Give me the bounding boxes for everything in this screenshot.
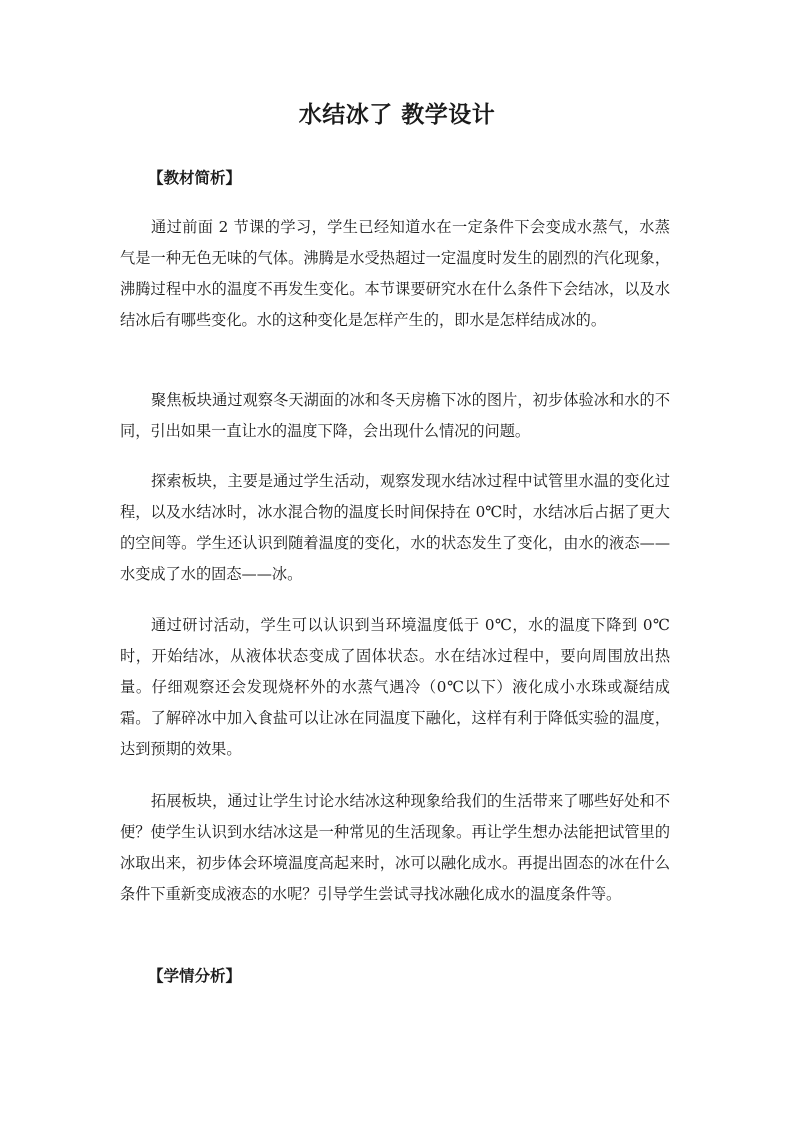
section-heading-textbook-analysis: 【教材简析】 xyxy=(148,169,242,187)
paragraph-focus: 聚焦板块通过观察冬天湖面的冰和冬天房檐下冰的图片，初步体验冰和水的不同，引出如果一直让水的温度下降，会出现什么情况的问题。 xyxy=(120,391,670,440)
paragraph-intro: 通过前面 2 节课的学习，学生已经知道水在一定条件下会变成水蒸气，水蒸气是一种无色无味的气体。沸腾是水受热超过一定温度时发生的剧烈的汽化现象， 沸腾过程中水的温度不再发生变化。本节课要研究水在什么条件下会结冰，以及水结冰后有哪些变化。水的这种变化是怎样产生的，即水是怎样结成冰的。 xyxy=(120,218,670,329)
paragraph-discussion: 通过研讨活动，学生可以认识到当环境温度低于 0℃，水的温度下降到 0℃时，开始结冰，从液体状态变成了固体状态。水在结冰过程中，要向周围放出热量。仔细观察还会发现烧杯外的水蒸气遇冷（0℃以下）液化成小水珠或凝结成霜。了解碎冰中加入食盐可以让冰在同温度下融化，这样有利于降低实验的温度，达到预期的效果。 xyxy=(120,616,670,758)
paragraph-extension: 拓展板块，通过让学生讨论水结冰这种现象给我们的生活带来了哪些好处和不便？使学生认识到水结冰这是一种常见的生活现象。再让学生想办法能把试管里的冰取出来，初步体会环境温度高起来时，冰可以融化成水。再提出固态的冰在什么条件下重新变成液态的水呢？引导学生尝试寻找冰融化成水的温度条件等。 xyxy=(120,792,670,903)
paragraph-explore: 探索板块，主要是通过学生活动，观察发现水结冰过程中试管里水温的变化过程，以及水结冰时，冰水混合物的温度长时间保持在 0℃时，水结冰后占据了更大的空间等。学生还认识到随着温度的变化，水的状态发生了变化，由水的液态——水变成了水的固态——冰。 xyxy=(120,472,670,583)
section-heading-learner-analysis: 【学情分析】 xyxy=(148,967,242,985)
page-title: 水结冰了 教学设计 xyxy=(298,102,496,128)
